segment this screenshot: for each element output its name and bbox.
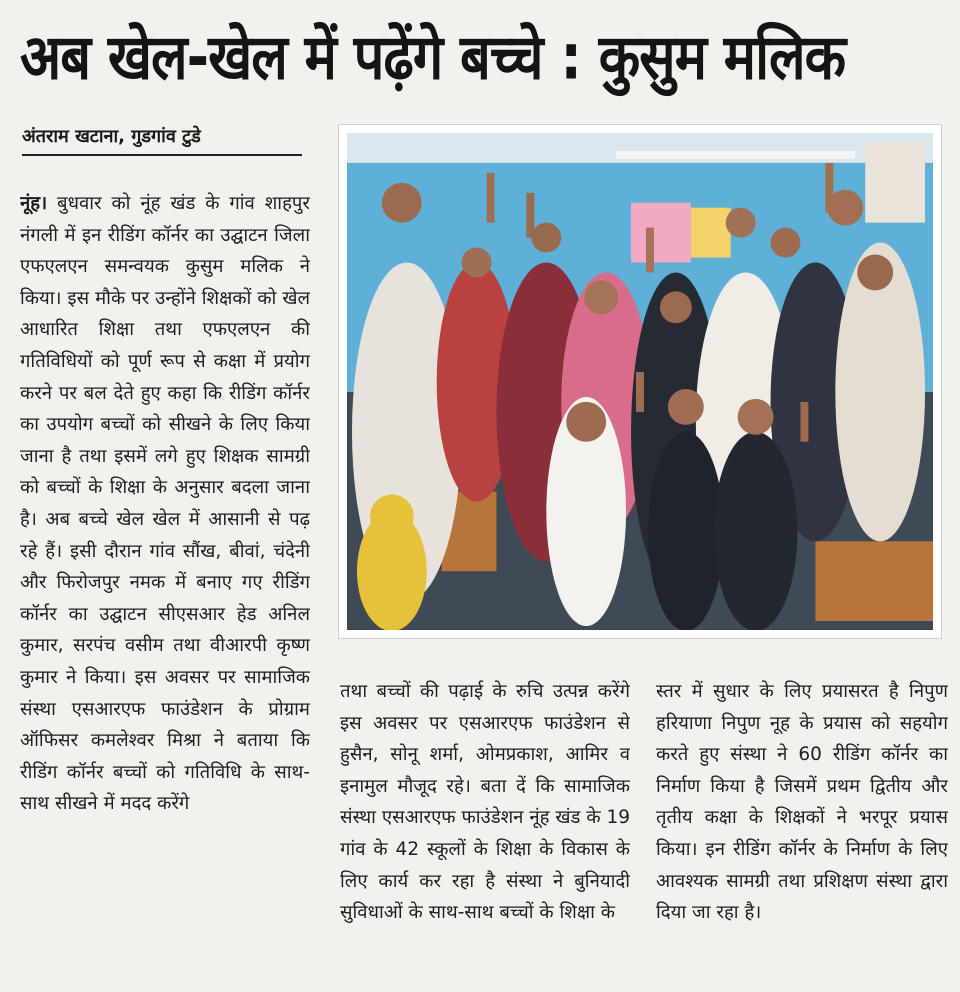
column-3-text: स्तर में सुधार के लिए प्रयासरत है निपुण हरियाणा निपुण नूह के प्रयास को सहयोग करते हुए संस्था ने 60 रीडिंग कॉर्नर का निर्माण किया है जिसमें प्रथम द्वितीय और तृतीय कक्षा के शिक्षकों ने भरपूर प्रयास किया। इन रीडिंग कॉर्नर के निर्माण के लिए आवश्यक सामग्री तथा प्रशिक्षण संस्था द्वारा दिया जा रहा है।	[656, 681, 948, 924]
headline: अब खेल-खेल में पढ़ेंगे बच्चे : कुसुम मलिक	[20, 21, 846, 94]
article-column-2	[340, 676, 630, 992]
byline: अंतराम खटाना, गुडगांव टुडे	[22, 124, 302, 156]
classroom-children-photo	[347, 133, 933, 630]
column-2-text: तथा बच्चों की पढ़ाई के रुचि उत्पन्न करेंगे इस अवसर पर एसआरएफ फाउंडेशन से हुसैन, सोनू शर्मा, ओमप्रकाश, आमिर व इनामुल मौजूद रहे। बता दें कि सामाजिक संस्था एसआरएफ फाउंडेशन नूंह खंड के 19 गांव के 42 स्कूलों के शिक्षा के विकास के लिए कार्य कर रहा है संस्था ने बुनियादी सुविधाओं के साथ-साथ बच्चों के शिक्षा के	[340, 681, 630, 924]
column-1-text: बुधवार को नूंह खंड के गांव शाहपुर नंगली में इन रीडिंग कॉर्नर का उद्घाटन जिला एफएलएन समन्वयक कुसुम मलिक ने किया। इस मौके पर उन्होंने शिक्षकों को खेल आधारित शिक्षा तथा एफएलएन की गतिविधियों को पूर्ण रूप से कक्षा में प्रयोग करने पर बल देते हुए कहा कि रीडिंग कॉर्नर का उपयोग बच्चों को सीखने के लिए किया जाना है तथा इसमें लगे हुए शिक्षक सामग्री को बच्चों के शिक्षा के अनुसार बदला जाना है। अब बच्चे खेल खेल में आसानी से पढ़ रहे हैं। इसी दौरान गांव सौंख, बीवां, चंदेनी और फिरोजपुर नमक में बनाए गए रीडिंग कॉर्नर का उद्घाटन सीएसआर हेड अनिल कुमार, सरपंच वसीम तथा वीआरपी कृष्ण कुमार ने किया। इस अवसर पर सामाजिक संस्था एसआरएफ फाउंडेशन के प्रोग्राम ऑफिसर कमलेश्वर मिश्रा ने बताया कि रीडिंग कॉर्नर बच्चों को गतिविधि के साथ-साथ सीखने में मदद करेंगे	[20, 193, 310, 815]
article-column-1	[20, 188, 310, 992]
article-column-3	[656, 676, 948, 992]
dateline: नूंह।	[20, 193, 48, 214]
news-photo	[338, 124, 942, 639]
